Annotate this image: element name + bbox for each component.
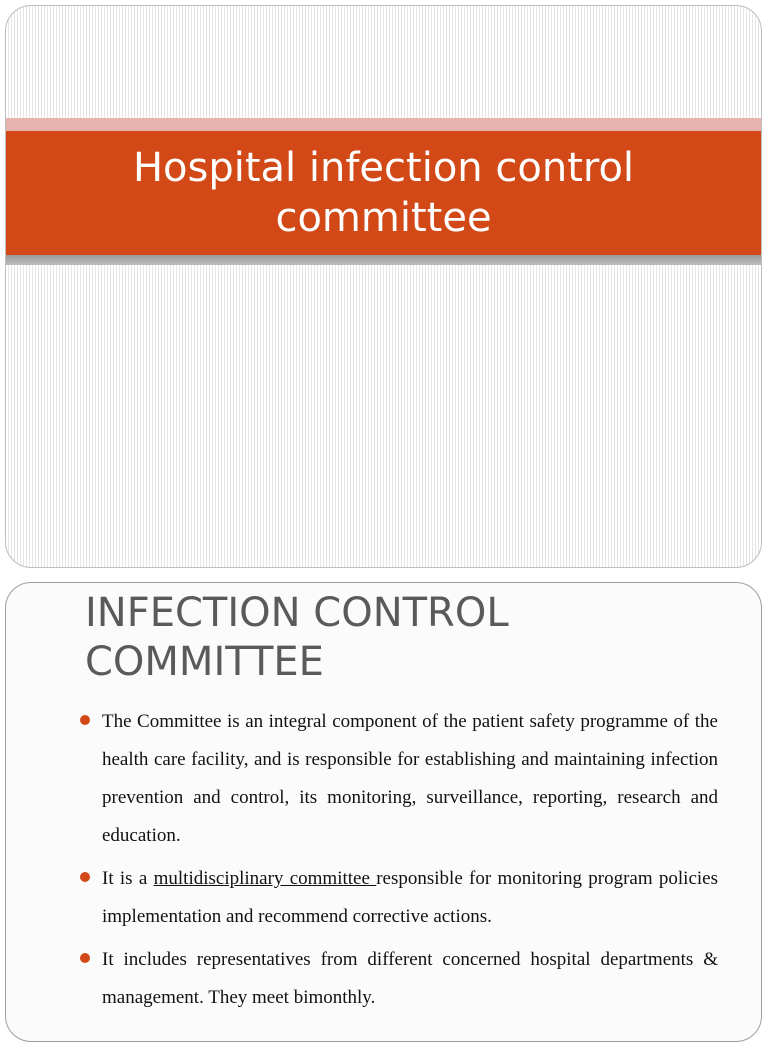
- bullet-text: It includes representatives from different concerned hospital departments & management. They meet bimonthly.: [102, 949, 718, 1008]
- bullet-list: [80, 703, 718, 1022]
- bullet-text-before: It is a: [102, 868, 154, 889]
- bullet-dot-icon: [80, 953, 90, 963]
- content-slide: [5, 582, 762, 1042]
- title-band: [6, 131, 761, 255]
- slide-title: Hospital infection control committee: [132, 145, 635, 241]
- slide-heading: INFECTION CONTROL COMMITTEE: [85, 590, 509, 685]
- bullet-item: [80, 860, 718, 936]
- title-band-shadow: [6, 255, 761, 265]
- title-slide: [5, 5, 762, 568]
- bullet-dot-icon: [80, 715, 90, 725]
- bullet-text-after: responsible for monitoring program policies implementation and recommend corrective actions.: [102, 868, 718, 927]
- bullet-dot-icon: [80, 872, 90, 882]
- bullet-item: [80, 941, 718, 1017]
- bullet-item: [80, 703, 718, 855]
- underlined-term: multidisciplinary committee: [153, 868, 377, 889]
- title-band-top-strip: [6, 118, 761, 131]
- bullet-text: The Committee is an integral component of the patient safety programme of the health care facility, and is responsible for establishing and maintaining infection prevention and control, its monitoring, surveillance, reporting, research and education.: [102, 711, 718, 846]
